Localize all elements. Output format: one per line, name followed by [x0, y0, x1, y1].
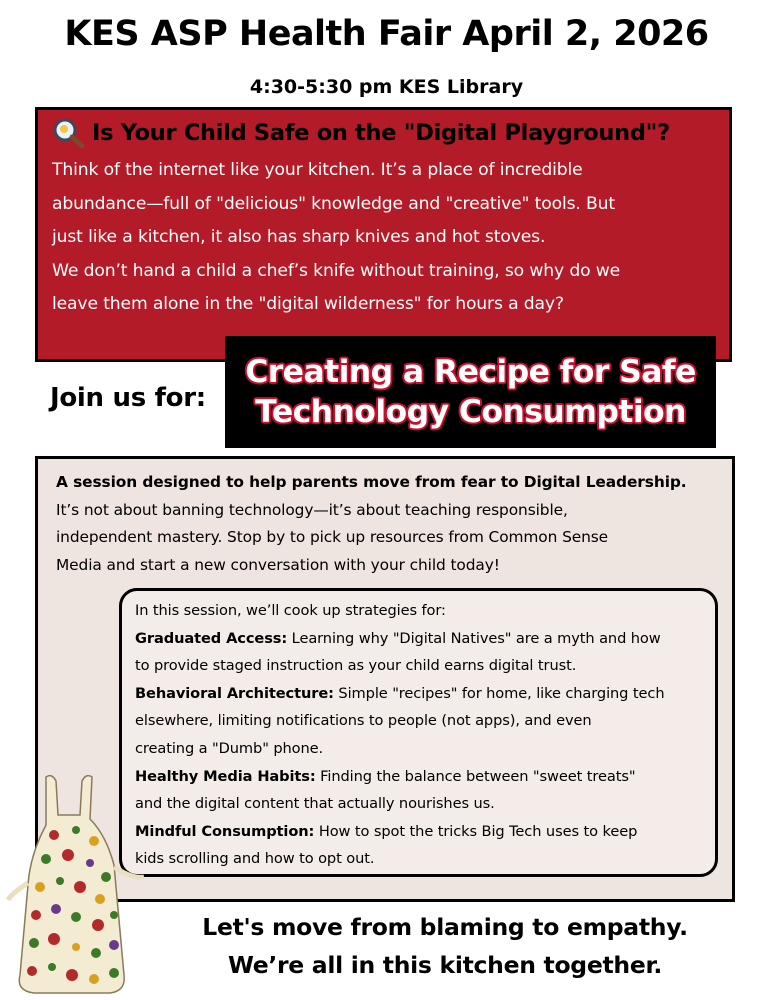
closing-message	[175, 908, 715, 984]
strategy-text: Finding the balance between "sweet treats"	[315, 767, 636, 785]
session-line: It’s not about banning technology—it’s about teaching responsible,	[56, 500, 568, 519]
apron-illustration	[6, 775, 156, 1000]
session-lead: A session designed to help parents move from fear to Digital Leadership.	[56, 473, 687, 491]
alert-line: We don’t hand a child a chef’s knife without training, so why do we	[52, 260, 621, 281]
strategy-text: elsewhere, limiting notifications to people (not apps), and even	[135, 712, 592, 730]
strategies-intro: In this session, we’ll cook up strategies for:	[135, 602, 446, 619]
strategy-term: Mindful Consumption:	[135, 822, 315, 840]
alert-line: abundance—full of "delicious" knowledge and "creative" tools. But	[52, 193, 615, 214]
session-line: Media and start a new conversation with your child today!	[56, 555, 500, 574]
strategy-item	[135, 763, 705, 791]
banner-line-1: Creating a Recipe for Safe	[245, 354, 696, 390]
closing-line-2: We’re all in this kitchen together.	[227, 951, 663, 979]
strategies-box	[119, 588, 718, 877]
session-line: independent mastery. Stop by to pick up resources from Common Sense	[56, 528, 609, 546]
strategy-item	[135, 818, 705, 846]
strategy-text: to provide staged instruction as your child earns digital trust.	[135, 657, 577, 675]
strategy-item	[135, 625, 705, 653]
session-title-banner	[225, 336, 716, 448]
join-label: Join us for:	[50, 383, 206, 413]
alert-line: just like a kitchen, it also has sharp knives and hot stoves.	[52, 227, 546, 247]
strategy-term: Behavioral Architecture:	[135, 684, 334, 702]
banner-line-2: Technology Consumption	[255, 394, 686, 430]
strategy-text: kids scrolling and how to opt out.	[135, 850, 375, 868]
strategy-term: Healthy Media Habits:	[135, 767, 316, 785]
strategy-text: creating a "Dumb" phone.	[135, 739, 324, 757]
page-title: KES ASP Health Fair April 2, 2026	[64, 14, 709, 54]
event-time-location: 4:30-5:30 pm KES Library	[249, 76, 524, 98]
strategy-text: Simple "recipes" for home, like charging tech	[333, 684, 665, 702]
strategy-text: Learning why "Digital Natives" are a myth and how	[287, 629, 661, 647]
alert-line: leave them alone in the "digital wilderness" for hours a day?	[52, 294, 564, 314]
alert-heading-text: Is Your Child Safe on the "Digital Playground"?	[92, 120, 670, 146]
strategy-text: How to spot the tricks Big Tech uses to keep	[314, 822, 638, 840]
magnifying-glass-icon	[52, 118, 86, 148]
strategy-text: and the digital content that actually nourishes us.	[135, 795, 495, 813]
strategy-item	[135, 680, 705, 708]
alert-heading	[52, 118, 715, 148]
alert-line: Think of the internet like your kitchen. It’s a place of incredible	[52, 160, 583, 180]
strategy-term: Graduated Access:	[135, 629, 288, 647]
closing-line-1: Let's move from blaming to empathy.	[202, 913, 688, 941]
digital-playground-box	[35, 107, 732, 362]
alert-body	[52, 154, 715, 322]
session-intro	[56, 469, 714, 579]
